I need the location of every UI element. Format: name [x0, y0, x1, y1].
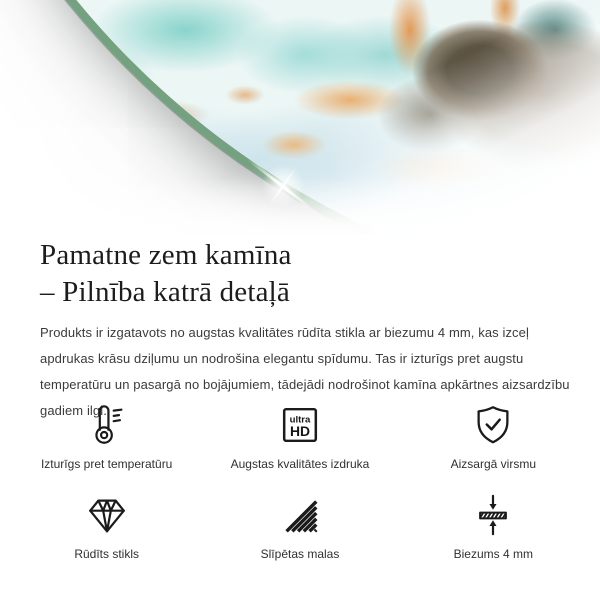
shield-check-icon — [470, 402, 516, 448]
feature-item-tempered-glass — [10, 492, 203, 566]
page-title-line2: – Pilnība katrā detaļā — [40, 275, 291, 308]
page-title — [40, 237, 572, 310]
features-grid — [0, 402, 600, 566]
svg-text:HD: HD — [289, 423, 311, 440]
ultra-hd-icon — [277, 402, 323, 448]
intro-paragraph: Produkts ir izgatavots no augstas kvalitātes rūdīta stikla ar biezumu 4 mm, kas izceļ apdrukas krāsu dziļumu un nodrošina elegantu spīdumu. Tas ir izturīgs pret augstu temperatūru un pasargā no bojājumiem, tādejādi nodrošinot kamīna apkārtnes aizsardzību gadiem ilgi. — [40, 325, 570, 419]
feature-label: Slīpētas malas — [260, 547, 340, 561]
page-title-line1: Pamatne zem kamīna — [40, 239, 292, 271]
svg-text:ultra: ultra — [289, 414, 311, 426]
feature-item-temperature — [10, 402, 203, 476]
feature-item-print-quality — [203, 402, 396, 476]
product-photo — [0, 0, 600, 235]
feature-item-protects-surface — [397, 402, 590, 476]
feature-label: Rūdīts stikls — [74, 547, 139, 561]
description-section — [0, 235, 600, 424]
feature-label: Augstas kvalitātes izdruka — [230, 457, 370, 471]
beveled-edges-icon — [277, 492, 323, 538]
feature-label: Biezums 4 mm — [453, 547, 533, 561]
thermometer-icon — [84, 402, 130, 448]
feature-item-polished-edges — [203, 492, 396, 566]
feature-item-thickness — [397, 492, 590, 566]
diamond-icon — [84, 492, 130, 538]
feature-label: Aizsargā virsmu — [450, 457, 536, 471]
feature-label: Izturīgs pret temperatūru — [40, 457, 173, 471]
thickness-icon — [470, 492, 516, 538]
